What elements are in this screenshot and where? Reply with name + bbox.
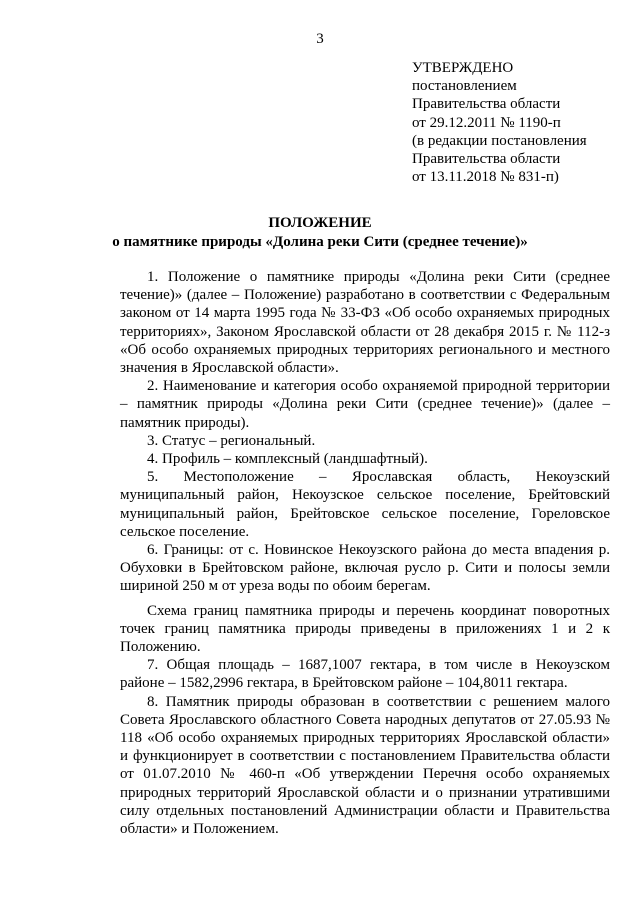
approval-stamp [412, 59, 632, 186]
title-heading: ПОЛОЖЕНИЕ [268, 215, 372, 231]
approval-line: от 13.11.2018 № 831-п) [412, 169, 559, 186]
approval-line: Правительства области [412, 96, 561, 113]
paragraph: 5. Местоположение – Ярославская область, Некоузский муниципальный район, Некоузское сельское поселение, Брейтовский муниципальный район, Брейтовское сельское поселение, Гореловское сельское поселение. [120, 469, 610, 540]
paragraph: 3. Статус – региональный. [147, 432, 316, 449]
approval-line: УТВЕРЖДЕНО [412, 60, 514, 76]
paragraph: 2. Наименование и категория особо охраняемой природной территории – памятник природы «Долина реки Сити (среднее течение)» (далее – памятник природы). [120, 378, 610, 431]
paragraph: 8. Памятник природы образован в соответствии с решением малого Совета Ярославского областного Совета народных депутатов от 27.05.93 № 118 «Об особо охраняемых природных территориях Ярославской области» и функционирует в соответствии с постановлением Правительства области от 01.07.2010 № 460-п «Об утверждении Перечня особо охраняемых природных территорий Ярославской области и о признании утратившими силу отдельных постановлений Администрации области и Правительства области» и Положением. [120, 693, 610, 838]
approval-line: Правительства области [412, 151, 561, 168]
title-subheading: о памятнике природы «Долина реки Сити (среднее течение)» [112, 233, 528, 250]
document-body [120, 268, 610, 838]
approval-line: (в редакции постановления [412, 132, 587, 149]
paragraph: 6. Границы: от с. Новинское Некоузского района до места впадения р. Обуховки в Брейтовском районе, включая русло р. Сити и полосы земли шириной 250 м от уреза воды по обоим берегам. [120, 542, 610, 595]
page-number: 3 [316, 31, 324, 47]
approval-line: постановлением [412, 78, 517, 95]
paragraph: 7. Общая площадь – 1687,1007 гектара, в том числе в Некоузском районе – 1582,2996 гектара, в Брейтовском районе – 104,8011 гектара. [120, 657, 610, 692]
document-title [0, 214, 640, 251]
paragraph: 4. Профиль – комплексный (ландшафтный). [147, 451, 428, 468]
paragraph: Схема границ памятника природы и перечень координат поворотных точек границ памятника природы приведены в приложениях 1 и 2 к Положению. [120, 602, 610, 656]
paragraph: 1. Положение о памятнике природы «Долина реки Сити (среднее течение)» (далее – Положение) разработано в соответствии с Федеральным законом от 14 марта 1995 года № 33-ФЗ «Об особо охраняемых природных территориях», Законом Ярославской области от 28 декабря 2015 г. № 112-з «Об особо охраняемых природных территориях регионального и местного значения в Ярославской области». [120, 269, 610, 377]
approval-line: от 29.12.2011 № 1190-п [412, 114, 561, 131]
